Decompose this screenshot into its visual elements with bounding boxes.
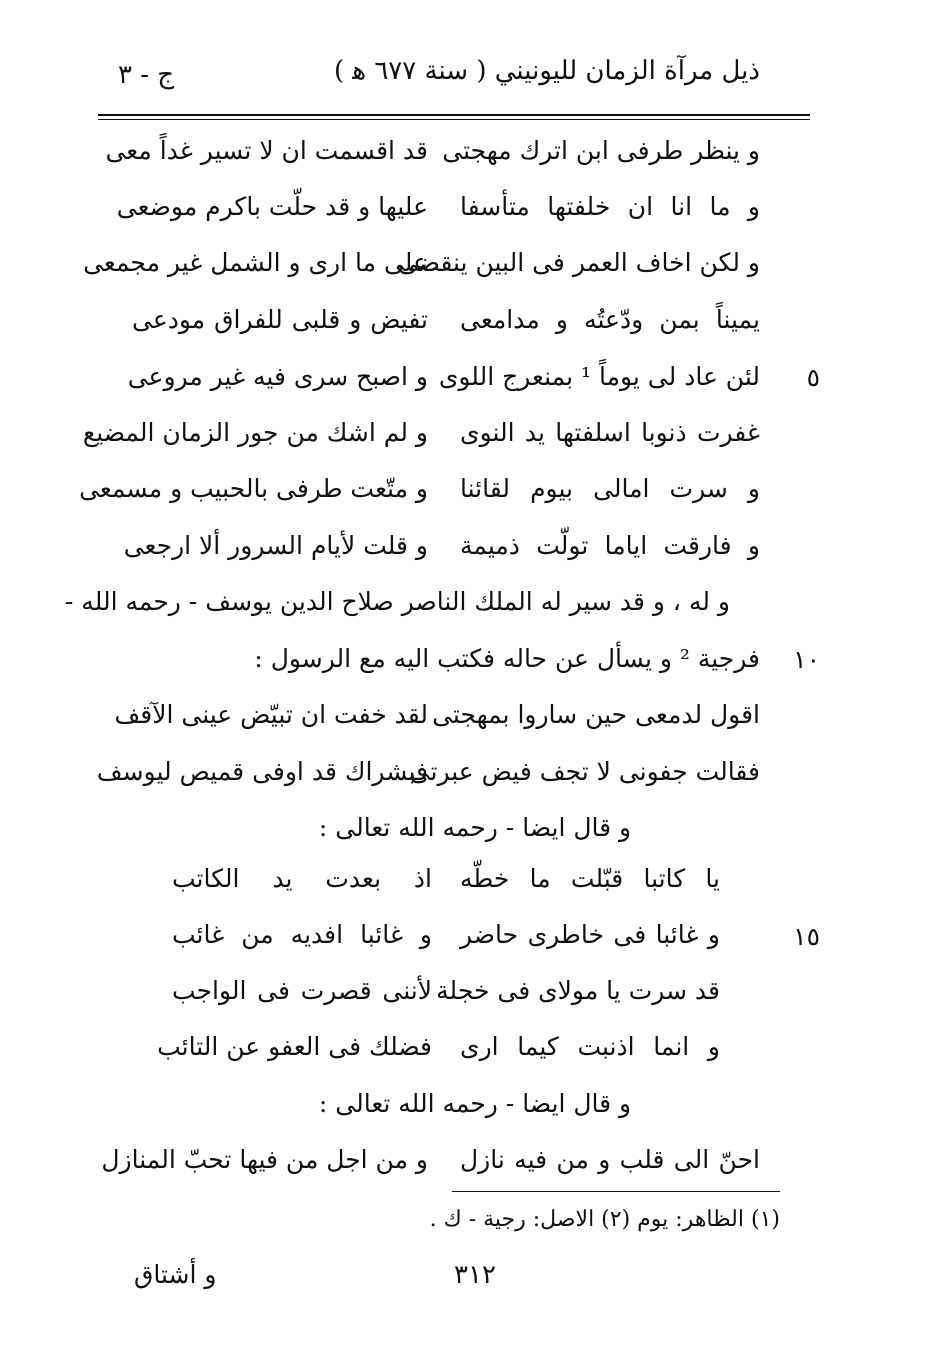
verse-3-first-hemistich: و لكن اخاف العمر فى البين ينقضى bbox=[397, 248, 760, 277]
verse-12-second-hemistich: و غائبا افديه من غائب bbox=[172, 920, 432, 949]
verse-11-second-hemistich: اذ بعدت يد الكاتب bbox=[172, 864, 432, 893]
verse-5-first-hemistich: لئن عاد لى يوماً ¹ بمنعرج اللوى bbox=[438, 362, 760, 391]
running-header-title: ذيل مرآة الزمان لليونيني ( سنة ٦٧٧ ﻫ ) bbox=[333, 56, 760, 86]
verse-9-first-hemistich: اقول لدمعى حين ساروا بمهجتى bbox=[432, 700, 760, 729]
verse-1-second-hemistich: قد اقسمت ان لا تسير غداً معى bbox=[105, 136, 428, 165]
verse-15-second-hemistich: و من اجل من فيها تحبّ المنازل bbox=[101, 1145, 428, 1174]
verse-6-second-hemistich: و لم اشك من جور الزمان المضيع bbox=[82, 418, 428, 447]
line-number-5: ٥ bbox=[806, 363, 820, 392]
verse-6-first-hemistich: غفرت ذنوبا اسلفتها يد النوى bbox=[460, 418, 760, 447]
verse-4-first-hemistich: يميناً بمن ودّعتُه و مدامعى bbox=[460, 305, 760, 334]
verse-13-second-hemistich: لأننى قصرت فى الواجب bbox=[172, 976, 432, 1005]
verse-9-second-hemistich: لقد خفت ان تبيّض عينى الآقف bbox=[114, 700, 428, 729]
verse-7-first-hemistich: و سرت امالى بيوم لقائنا bbox=[460, 474, 760, 503]
verse-14-first-hemistich: و انما اذنبت كيما ارى bbox=[460, 1032, 720, 1061]
catchword: و أشتاق bbox=[134, 1260, 217, 1289]
header-rule bbox=[98, 119, 810, 120]
running-header-volume: ج - ٣ bbox=[118, 60, 175, 90]
line-number-10: ١٠ bbox=[793, 645, 820, 674]
verse-2-first-hemistich: و ما انا ان خلفتها متأسفا bbox=[460, 192, 760, 221]
footnote: (١) الظاهر: يوم (٢) الاصل: رجية - ك . bbox=[429, 1207, 780, 1232]
verse-8-first-hemistich: و فارقت اياما تولّت ذميمة bbox=[460, 531, 760, 560]
page-number: ٣١٢ bbox=[454, 1260, 496, 1290]
footnote-rule bbox=[452, 1191, 780, 1192]
prose-line-1: و له ، و قد سير له الملك الناصر صلاح الدين يوسف - رحمه الله - bbox=[64, 587, 730, 616]
verse-13-first-hemistich: قد سرت يا مولاى فى خجلة bbox=[436, 976, 720, 1005]
verse-10-first-hemistich: فقالت جفونى لا تجف فيض عبرتى bbox=[409, 757, 760, 786]
verse-14-second-hemistich: فضلك فى العفو عن التائب bbox=[157, 1032, 432, 1061]
prose-line-2: فرجية ² و يسأل عن حاله فكتب اليه مع الرسول : bbox=[254, 644, 760, 673]
verse-1-first-hemistich: و ينظر طرفى ابن اترك مهجتى bbox=[442, 136, 760, 165]
verse-15-first-hemistich: احنّ الى قلب و من فيه نازل bbox=[460, 1145, 760, 1174]
verse-12-first-hemistich: و غائبا فى خاطرى حاضر bbox=[460, 920, 720, 949]
verse-2-second-hemistich: عليها و قد حلّت باكرم موضعى bbox=[116, 192, 428, 221]
verse-4-second-hemistich: تفيض و قلبى للفراق مودعى bbox=[132, 305, 428, 334]
verse-8-second-hemistich: و قلت لأيام السرور ألا ارجعى bbox=[123, 531, 428, 560]
poem-intro-2: و قال ايضا - رحمه الله تعالى : bbox=[318, 1089, 632, 1118]
verse-10-second-hemistich: فبشراك قد اوفى قميص ليوسف bbox=[96, 757, 428, 786]
verse-7-second-hemistich: و متّعت طرفى بالحبيب و مسمعى bbox=[79, 474, 428, 503]
verse-5-second-hemistich: و اصبح سرى فيه غير مروعى bbox=[127, 362, 428, 391]
poem-intro-1: و قال ايضا - رحمه الله تعالى : bbox=[318, 813, 632, 842]
header-rule bbox=[98, 114, 810, 116]
verse-3-second-hemistich: على ما ارى و الشمل غير مجمعى bbox=[83, 248, 428, 277]
verse-11-first-hemistich: يا كاتبا قبّلت ما خطّه bbox=[460, 864, 720, 893]
line-number-15: ١٥ bbox=[793, 922, 820, 951]
